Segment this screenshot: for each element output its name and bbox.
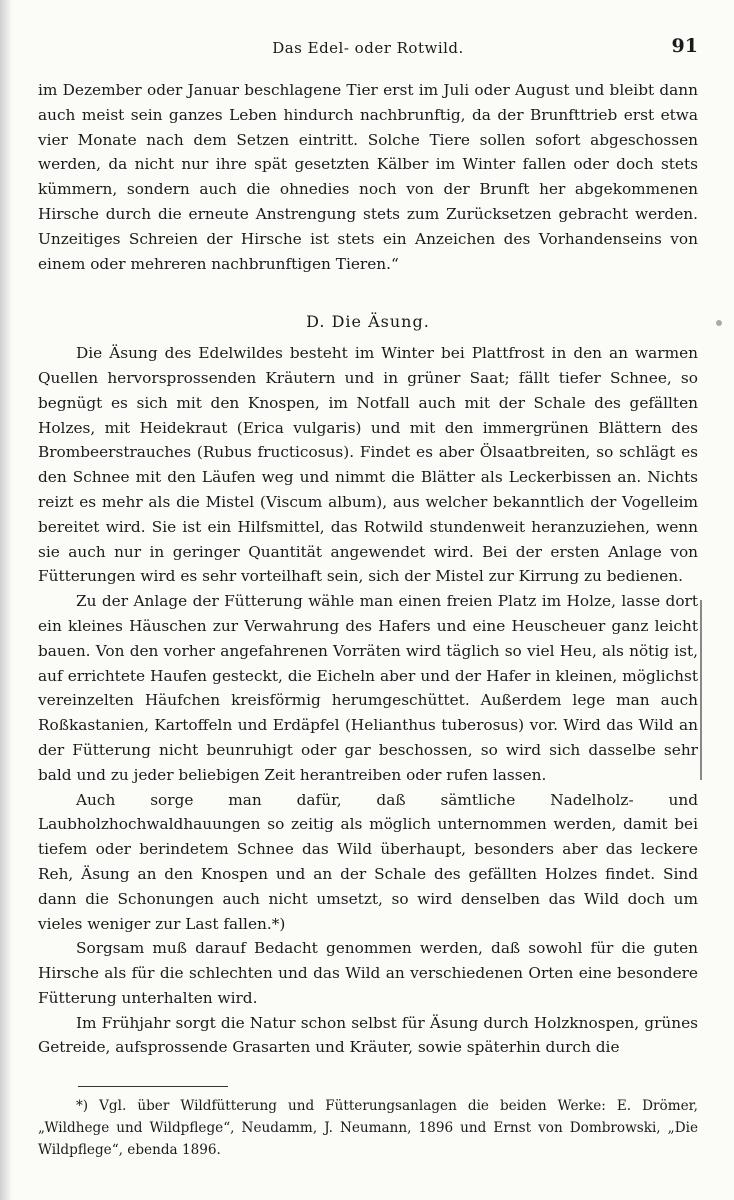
running-head [38,30,698,62]
paragraph: Die Äsung des Edelwildes besteht im Winter bei Plattfrost in den an warmen Quellen hervorsprossenden Kräutern und in grüner Saat; fällt tiefer Schnee, so begnügt es sich mit den Knospen, im Notfall auch mit der Schale des gefällten Holzes, mit Heidekraut (Erica vulgaris) und mit den immergrünen Blättern des Brombeerstrauches (Rubus fructicosus). Findet es aber Ölsaatbreiten, so schlägt es den Schnee mit den Läufen weg und nimmt die Blätter als Leckerbissen an. Nichts reizt es mehr als die Mistel (Viscum album), aus welcher bekanntlich der Vogelleim bereitet wird. Sie ist ein Hilfsmittel, das Rotwild stundenweit heranzuziehen, wenn sie auch nur in geringer Quantität angewendet wird. Bei der ersten Anlage von Fütterungen wird es sehr vorteilhaft sein, sich der Mistel zur Kirrung zu bedienen. [38,344,698,586]
footnote-rule [78,1086,228,1087]
paragraph: Auch sorge man dafür, daß sämtliche Nadelholz- und Laubholzhochwaldhauungen so zeitig als möglich unternommen werden, damit bei tiefem oder berindetem Schnee das Wild überhaupt, besonders aber das leckere Reh, Äsung an den Knospen und an der Schale des gefällten Holzes findet. Sind dann die Schonungen auch nicht umsetzt, so wird denselben das Wild doch um vieles weniger zur Last fallen.*) [38,790,698,933]
page-edge-shadow [0,0,12,1200]
section-heading: D. Die Äsung. [306,312,430,332]
ink-spot [716,320,722,326]
paragraph: Zu der Anlage der Fütterung wähle man einen freien Platz im Holze, lasse dort ein kleines Häuschen zur Verwahrung des Hafers und eine Heuscheuer ganz leicht bauen. Von den vorher angefahrenen Vorräten wird täglich so viel Heu, als nötig ist, auf errichtete Haufen gesteckt, die Eicheln aber und der Hafer in kleinen, möglichst vereinzelten Häufchen kreisförmig herumgeschüttet. Außerdem lege man auch Roßkastanien, Kartoffeln und Erdäpfel (Helianthus tuberosus) vor. Wird das Wild an der Fütterung nicht beunruhigt oder gar beschossen, so wird sich dasselbe sehr bald und zu jeder beliebigen Zeit herantreiben oder rufen lassen. [38,592,698,784]
paragraph: Im Frühjahr sorgt die Natur schon selbst für Äsung durch Holzknospen, grünes Getreide, aufsprossende Grasarten und Kräuter, sowie späterhin durch die [38,1013,698,1057]
book-page [38,30,698,1161]
page-number: 91 [671,35,698,57]
margin-pencil-mark [700,600,705,780]
running-title: Das Edel- oder Rotwild. [272,39,464,57]
footnote: *) Vgl. über Wildfütterung und Fütterungsanlagen die beiden Werke: E. Drömer, „Wildhege und Wildpflege“, Neudamm, J. Neumann, 1896 und Ernst von Dombrowski, „Die Wildpflege“, ebenda 1896. [38,1098,698,1159]
paragraph-continued: im Dezember oder Januar beschlagene Tier erst im Juli oder August und bleibt dann auch meist sein ganzes Leben hindurch nachbrunftig, da der Brunfttrieb erst etwa vier Monate nach dem Setzen eintritt. Solche Tiere sollen sofort abgeschossen werden, da nicht nur ihre spät gesetzten Kälber im Winter fallen oder doch stets kümmern, sondern auch die ohnedies noch von der Brunft her abgekommenen Hirsche durch die erneute Anstrengung stets zum Zurücksetzen gebracht werden. Unzeitiges Schreien der Hirsche ist stets ein Anzeichen des Vorhandenseins von einem oder mehreren nachbrunftigen Tieren.“ [38,81,698,273]
paragraph: Sorgsam muß darauf Bedacht genommen werden, daß sowohl für die guten Hirsche als für die schlechten und das Wild an verschiedenen Orten eine besondere Fütterung unterhalten wird. [38,939,698,1007]
